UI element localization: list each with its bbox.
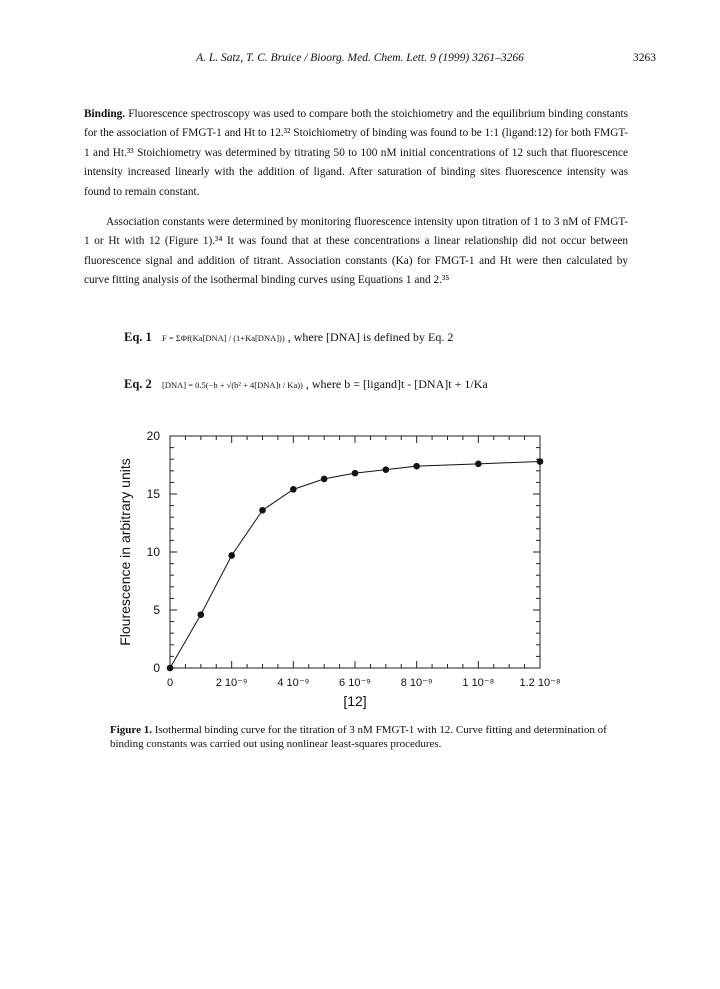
- y-tick-label: 10: [146, 545, 160, 559]
- data-point: [413, 463, 420, 470]
- data-point: [198, 611, 205, 618]
- data-point: [321, 476, 328, 483]
- data-point: [228, 552, 235, 559]
- figure-caption: [110, 723, 620, 751]
- x-axis-label: [12]: [343, 693, 367, 709]
- eq1-body: [162, 330, 453, 345]
- figure-1-chart: [0, 430, 720, 720]
- x-tick-label: 6 10⁻⁹: [339, 677, 371, 689]
- paragraph-binding-text: Fluorescence spectroscopy was used to compare both the stoichiometry and the equilibrium binding constants for the association of FMGT-1 and Ht to 12.³² Stoichiometry of binding was found to be 1:1 (ligand:12) for both FMGT-1 and Ht.³³ Stoichiometry was determined by titrating 50 to 100 nM initial concentrations of 12 such that fluorescence intensity increased linearly with the addition of ligand. After saturation of binding sites fluorescence intensity was found to remain constant.: [84, 108, 628, 198]
- x-tick-label: 2 10⁻⁹: [215, 677, 248, 689]
- eq2-note: , where b = [ligand]t - [DNA]t + 1/Ka: [305, 377, 488, 391]
- x-tick-label: 1 10⁻⁸: [462, 677, 495, 689]
- running-head: A. L. Satz, T. C. Bruice / Bioorg. Med. Chem. Lett. 9 (1999) 3261–3266: [196, 52, 524, 64]
- page-number: 3263: [633, 52, 656, 64]
- x-tick-label: 8 10⁻⁹: [400, 677, 433, 689]
- running-header: [0, 52, 720, 72]
- series-line: [170, 462, 540, 668]
- caption-text: Isothermal binding curve for the titration of 3 nM FMGT-1 with 12. Curve fitting and determination of binding constants was carried out using nonlinear least-squares procedures.: [110, 724, 607, 750]
- paragraph-association: Association constants were determined by monitoring fluorescence intensity upon titration of 1 to 3 nM of FMGT-1 or Ht with 12 (Figure 1).³⁴ It was found that at these concentrations a linear relationship did not occur between fluorescence signal and addition of titrant. Association constants (Ka) for FMGT-1 and Ht were then calculated by curve fitting analysis of the isothermal binding curves using Equations 1 and 2.³⁵: [84, 216, 628, 287]
- data-point: [167, 665, 174, 672]
- data-point: [290, 486, 297, 493]
- eq1-formula: F = ΣΦf(Ka[DNA] / (1+Ka[DNA])): [162, 333, 285, 343]
- data-point: [352, 470, 359, 477]
- y-tick-label: 0: [153, 661, 160, 675]
- eq2-body: [162, 377, 488, 392]
- y-axis-label: Flourescence in arbitrary units: [117, 458, 133, 646]
- eq2-formula: [DNA] = 0.5(−b + √(b² + 4[DNA]t / Ka)): [162, 380, 303, 390]
- x-tick-label: 1.2 10⁻⁸: [519, 677, 561, 689]
- y-tick-label: 15: [146, 487, 160, 501]
- data-point: [475, 461, 482, 468]
- y-tick-label: 20: [146, 430, 160, 443]
- data-point: [259, 507, 266, 514]
- eq1-note: , where [DNA] is defined by Eq. 2: [287, 330, 454, 344]
- paragraph-heading: Binding.: [84, 108, 126, 120]
- caption-label: Figure 1.: [110, 724, 152, 736]
- data-point: [383, 466, 390, 473]
- x-tick-label: 0: [166, 677, 174, 689]
- paragraph-binding: [84, 105, 628, 202]
- data-point: [537, 458, 544, 465]
- x-tick-label: 4 10⁻⁹: [277, 677, 310, 689]
- y-tick-label: 5: [153, 603, 160, 617]
- eq2-label: Eq. 2: [124, 377, 152, 391]
- eq1-label: Eq. 1: [124, 330, 152, 344]
